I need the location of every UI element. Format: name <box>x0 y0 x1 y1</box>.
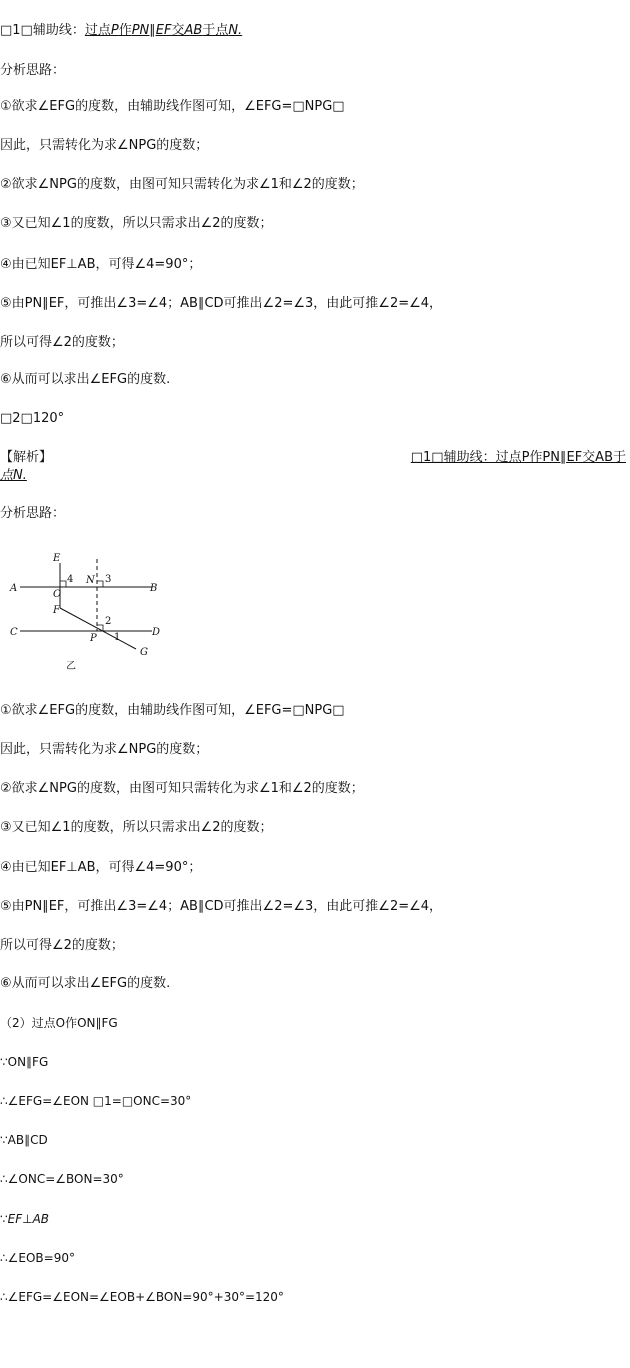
step-3-top: ③又已知∠1的度数，所以只需求出∠2的度数； <box>0 216 273 231</box>
step-5b: 所以可得∠2的度数； <box>0 938 124 953</box>
step-1b-top: 因此，只需转化为求∠NPG的度数； <box>0 138 209 153</box>
solution-header: 【解析】 <box>0 450 53 465</box>
proof-line-1: ∵ON∥FG <box>0 1055 49 1069</box>
label-a: A <box>10 583 18 594</box>
aux-line-top <box>0 22 242 40</box>
label-o: O <box>53 589 62 600</box>
analysis-title-top: 分析思路： <box>0 63 66 78</box>
aux-line-continued: 点N. <box>0 468 27 483</box>
proof-line-3: ∵AB∥CD <box>0 1133 48 1147</box>
label-n: N <box>86 575 95 586</box>
step-6-top: ⑥从而可以求出∠EFG的度数. <box>0 372 171 387</box>
step-1: ①欲求∠EFG的度数，由辅助线作图可知，∠EFG=□NPG□ <box>0 703 345 718</box>
label-f: F <box>53 605 60 616</box>
proof-line-7: ∴∠EFG=∠EON=∠EOB+∠BON=90°+30°=120° <box>0 1290 284 1304</box>
proof-line-2: ∴∠EFG=∠EON □1=□ONC=30° <box>0 1094 192 1108</box>
step-5: ⑤由PN∥EF，可推出∠3=∠4；AB∥CD可推出∠2=∠3，由此可推∠2=∠4， <box>0 899 443 914</box>
step-3: ③又已知∠1的度数，所以只需求出∠2的度数； <box>0 820 273 835</box>
step-5b-top: 所以可得∠2的度数； <box>0 335 124 350</box>
step-1b: 因此，只需转化为求∠NPG的度数； <box>0 742 209 757</box>
label-angle-2: 2 <box>105 616 112 627</box>
figure-caption: 乙 <box>66 661 76 672</box>
label-c: C <box>10 627 18 638</box>
aux-sentence: 过点P作PN∥EF交AB于点N. <box>84 23 243 38</box>
aux-line-right: □1□辅助线：过点P作PN∥EF交AB于 <box>410 450 626 465</box>
label-p: P <box>90 633 97 644</box>
right-angle-3 <box>97 581 103 587</box>
step-4-top: ④由已知EF⊥AB，可得∠4=90°； <box>0 257 202 272</box>
step-4: ④由已知EF⊥AB，可得∠4=90°； <box>0 860 202 875</box>
right-angle-4 <box>60 581 66 587</box>
answer-2: □2□120° <box>0 411 65 426</box>
step-2-top: ②欲求∠NPG的度数，由图可知只需转化为求∠1和∠2的度数； <box>0 177 364 192</box>
step-6: ⑥从而可以求出∠EFG的度数. <box>0 976 171 991</box>
label-e: E <box>53 553 61 564</box>
label-b: B <box>150 583 158 594</box>
aux-prefix: □1□辅助线： <box>0 23 85 38</box>
label-angle-1: 1 <box>114 632 121 643</box>
step-5-top: ⑤由PN∥EF，可推出∠3=∠4；AB∥CD可推出∠2=∠3，由此可推∠2=∠4， <box>0 296 443 311</box>
step-2: ②欲求∠NPG的度数，由图可知只需转化为求∠1和∠2的度数； <box>0 781 364 796</box>
proof-line-6: ∴∠EOB=90° <box>0 1251 75 1265</box>
label-angle-4: 4 <box>67 574 74 585</box>
line-fg <box>60 608 136 649</box>
label-angle-3: 3 <box>105 574 112 585</box>
proof-line-5: ∵EF⊥AB <box>0 1212 50 1226</box>
part2-title: （2）过点O作ON∥FG <box>0 1016 118 1030</box>
analysis-title: 分析思路： <box>0 506 66 521</box>
step-1-top: ①欲求∠EFG的度数，由辅助线作图可知，∠EFG=□NPG□ <box>0 99 345 114</box>
proof-line-4: ∴∠ONC=∠BON=30° <box>0 1172 124 1186</box>
label-g: G <box>140 647 148 658</box>
geometry-figure <box>0 545 180 675</box>
label-d: D <box>152 627 161 638</box>
